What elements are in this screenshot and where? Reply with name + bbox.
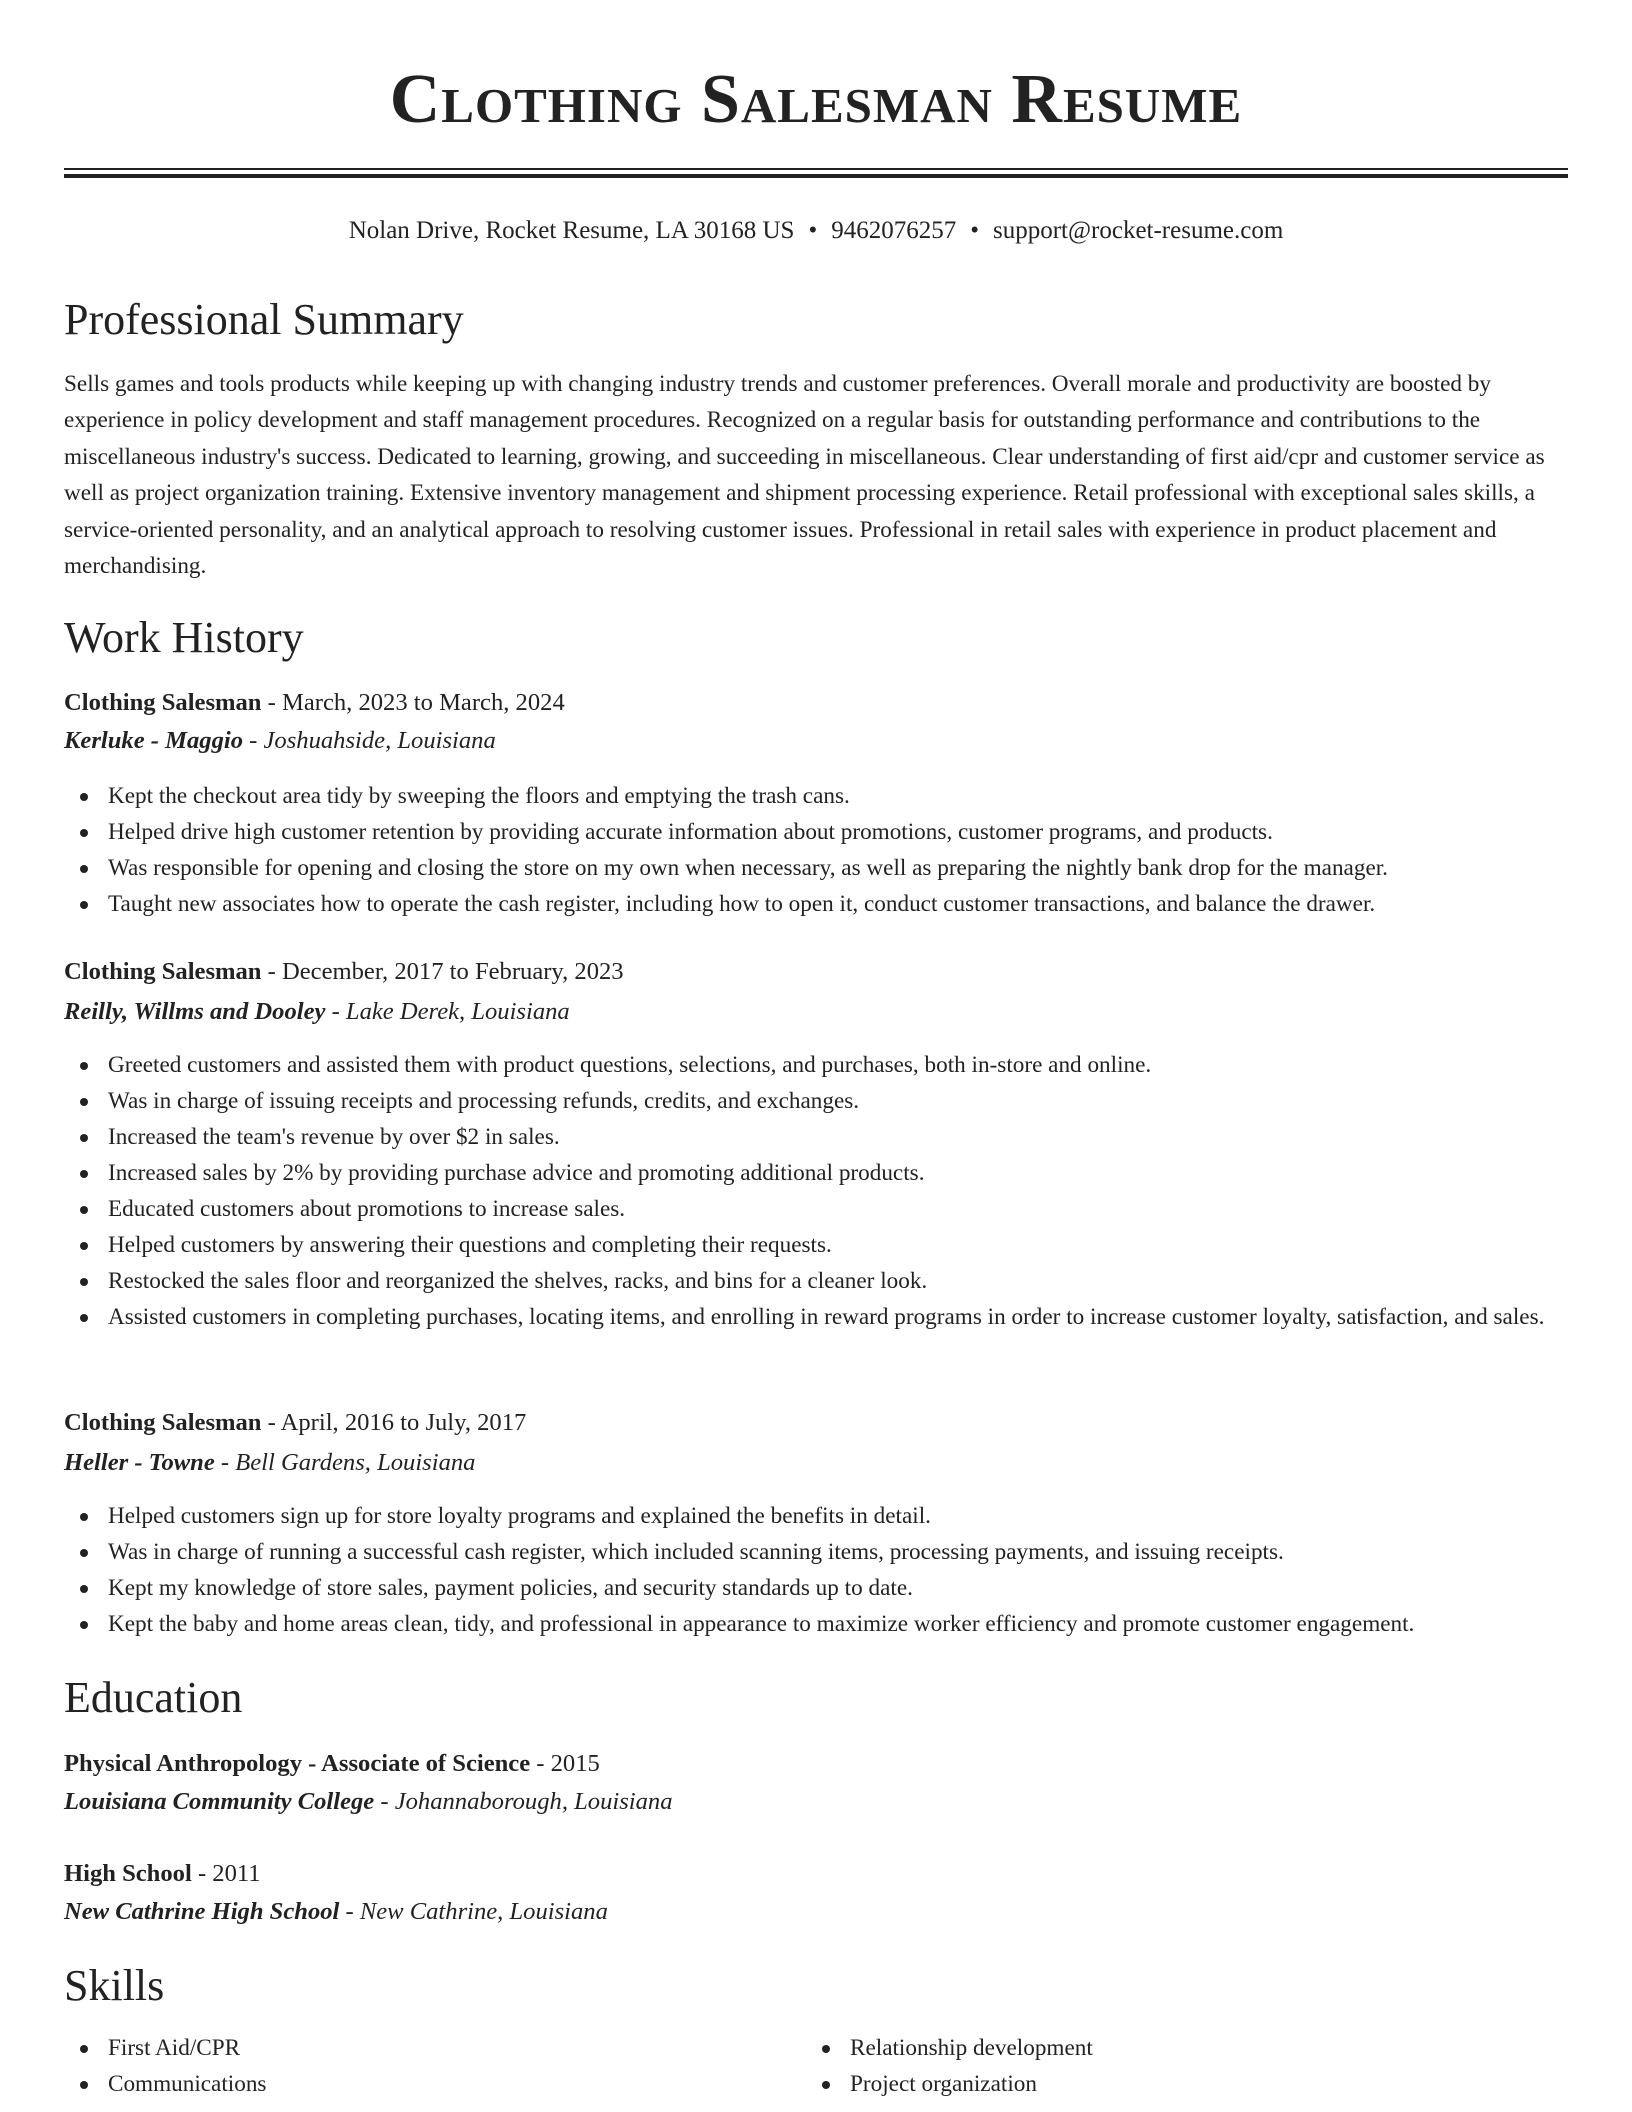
list-item: Helped customers sign up for store loyalty programs and explained the benefits in detail.: [64, 1498, 1568, 1534]
job-company: Reilly, Willms and Dooley: [64, 998, 326, 1025]
education-school: New Cathrine High School: [64, 1898, 340, 1925]
job-location: - Bell Gardens, Louisiana: [214, 1449, 476, 1476]
contact-email[interactable]: support@rocket-resume.com: [993, 217, 1284, 244]
title-rule-thick: [64, 174, 1568, 178]
list-item: Restocked the sales floor and reorganized the shelves, racks, and bins for a cleaner look.: [64, 1263, 1568, 1299]
skills-list: [64, 2030, 1568, 2102]
list-item: Assisted customers in completing purchases, locating items, and enrolling in reward programs in order to increase customer loyalty, satisfaction, and sales.: [64, 1299, 1568, 1335]
list-item: Helped customers by answering their questions and completing their requests.: [64, 1227, 1568, 1263]
job-location: - Lake Derek, Louisiana: [325, 998, 570, 1025]
job-duties: [64, 1498, 1568, 1642]
skills-heading: Skills: [64, 1961, 165, 2010]
skill-item: First Aid/CPR: [64, 2030, 806, 2066]
job-duties: [64, 778, 1568, 922]
job-title: Clothing Salesman: [64, 958, 262, 985]
job-employer: [64, 1446, 475, 1480]
education-location: - Johannaborough, Louisiana: [374, 1788, 673, 1815]
list-item: Educated customers about promotions to increase sales.: [64, 1191, 1568, 1227]
education-school: Louisiana Community College: [64, 1788, 375, 1815]
job-title: Clothing Salesman: [64, 689, 262, 716]
contact-phone: 9462076257: [831, 217, 957, 244]
job-dates: - March, 2023 to March, 2024: [261, 689, 565, 716]
list-item: Greeted customers and assisted them with product questions, selections, and purchases, both in-store and online.: [64, 1047, 1568, 1083]
education-degree: Physical Anthropology - Associate of Science: [64, 1750, 531, 1777]
education-school-line: [64, 1895, 608, 1929]
summary-text: Sells games and tools products while keeping up with changing industry trends and customer preferences. Overall morale and productivity are boosted by experience in policy development and staff management procedures. Recognized on a regular basis for outstanding performance and contributions to the miscellaneous industry's success. Dedicated to learning, growing, and succeeding in miscellaneous. Clear understanding of first aid/cpr and customer service as well as project organization training. Extensive inventory management and shipment processing experience. Retail professional with exceptional sales skills, a service-oriented personality, and an analytical approach to resolving customer issues. Professional in retail sales with experience in product placement and merchandising.: [64, 371, 1545, 580]
job-company: Heller - Towne: [64, 1449, 215, 1476]
contact-separator: •: [970, 217, 979, 244]
work-history-heading: Work History: [64, 613, 304, 662]
job-title: Clothing Salesman: [64, 1409, 262, 1436]
list-item: Was in charge of running a successful cash register, which included scanning items, processing payments, and issuing receipts.: [64, 1534, 1568, 1570]
contact-line: [64, 214, 1568, 248]
education-year: - 2015: [530, 1750, 600, 1777]
contact-address: Nolan Drive, Rocket Resume, LA 30168 US: [348, 217, 795, 244]
list-item: Taught new associates how to operate the cash register, including how to open it, conduct customer transactions, and balance the drawer.: [64, 886, 1568, 922]
education-degree: High School: [64, 1860, 192, 1887]
education-year: - 2011: [191, 1860, 261, 1887]
skill-item: Project organization: [806, 2066, 1548, 2102]
job-employer: [64, 724, 496, 758]
page-title: Clothing Salesman Resume: [389, 61, 1243, 138]
job-duties: [64, 1047, 1568, 1335]
education-school-line: [64, 1785, 673, 1819]
job-header: [64, 1406, 526, 1440]
list-item: Increased sales by 2% by providing purchase advice and promoting additional products.: [64, 1155, 1568, 1191]
list-item: Kept the baby and home areas clean, tidy, and professional in appearance to maximize worker efficiency and promote customer engagement.: [64, 1606, 1568, 1642]
title-rule-thin: [64, 168, 1568, 170]
skill-item: Relationship development: [806, 2030, 1548, 2066]
job-company: Kerluke - Maggio: [64, 727, 243, 754]
list-item: Kept my knowledge of store sales, payment policies, and security standards up to date.: [64, 1570, 1568, 1606]
list-item: Kept the checkout area tidy by sweeping the floors and emptying the trash cans.: [64, 778, 1568, 814]
education-header: [64, 1857, 261, 1891]
skills-column-right: [806, 2030, 1548, 2102]
job-header: [64, 686, 565, 720]
contact-separator: •: [808, 217, 818, 244]
list-item: Increased the team's revenue by over $2 in sales.: [64, 1119, 1568, 1155]
education-heading: Education: [64, 1673, 243, 1722]
education-header: [64, 1747, 600, 1781]
skill-item: Communications: [64, 2066, 806, 2102]
job-dates: - April, 2016 to July, 2017: [261, 1409, 527, 1436]
job-employer: [64, 995, 570, 1029]
list-item: Was in charge of issuing receipts and processing refunds, credits, and exchanges.: [64, 1083, 1568, 1119]
education-location: - New Cathrine, Louisiana: [339, 1898, 608, 1925]
list-item: Was responsible for opening and closing the store on my own when necessary, as well as preparing the nightly bank drop for the manager.: [64, 850, 1568, 886]
list-item: Helped drive high customer retention by providing accurate information about promotions, customer programs, and products.: [64, 814, 1568, 850]
summary-heading: Professional Summary: [64, 295, 464, 344]
job-dates: - December, 2017 to February, 2023: [261, 958, 624, 985]
job-location: - Joshuahside, Louisiana: [243, 727, 496, 754]
skills-column-left: [64, 2030, 806, 2102]
job-header: [64, 955, 624, 989]
